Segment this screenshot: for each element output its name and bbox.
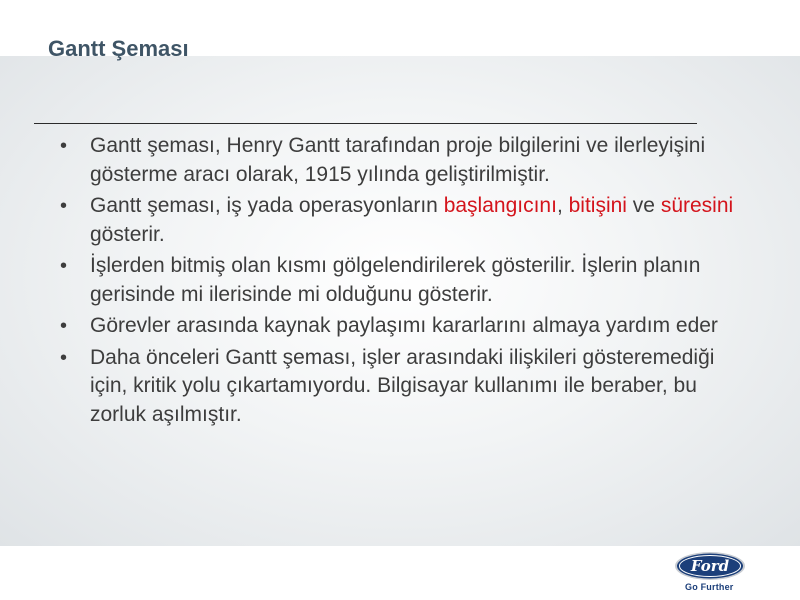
bullet-list: [60, 132, 750, 432]
bullet-icon: •: [60, 135, 68, 157]
title-divider: [34, 123, 697, 124]
highlight-start: başlangıcını: [443, 194, 557, 217]
bullet-icon: •: [60, 195, 68, 217]
bullet-item: [60, 192, 750, 249]
bullet-text-segment: ve: [626, 194, 661, 217]
bullet-text: Daha önceleri Gantt şeması, işler arasındaki ilişkileri gösteremediği için, kritik yolu çıkartamıyordu. Bilgisayar kullanımı ile beraber, bu zorluk aşılmıştır.: [90, 345, 715, 426]
bullet-text: Görevler arasında kaynak paylaşımı kararlarını almaya yardım eder: [90, 314, 718, 337]
bullet-text: İşlerden bitmiş olan kısmı gölgelendirilerek gösterilir. İşlerin planın gerisinde mi ilerisinde mi olduğunu gösterir.: [90, 254, 701, 306]
bullet-item: [60, 344, 750, 430]
bullet-text-segment: ,: [556, 194, 569, 217]
bullet-text-segment: gösterir.: [90, 222, 165, 246]
bullet-text: Gantt şeması, Henry Gantt tarafından proje bilgilerini ve ilerleyişini gösterme aracı olarak, 1915 yılında geliştirilmiştir.: [90, 134, 706, 186]
bullet-item: [60, 252, 750, 309]
logo-wordmark: Ford: [690, 557, 730, 575]
bullet-item: [60, 312, 750, 341]
highlight-end: bitişini: [568, 194, 627, 217]
bullet-icon: •: [60, 346, 68, 369]
bullet-icon: •: [60, 255, 68, 277]
logo-tagline: Go Further: [685, 582, 734, 592]
slide-title: Gantt Şeması: [48, 36, 189, 61]
bullet-item: [60, 132, 750, 189]
highlight-duration: süresini: [660, 194, 734, 217]
bullet-icon: •: [60, 315, 68, 337]
bullet-text-segment: Gantt şeması, iş yada operasyonların: [90, 194, 444, 217]
